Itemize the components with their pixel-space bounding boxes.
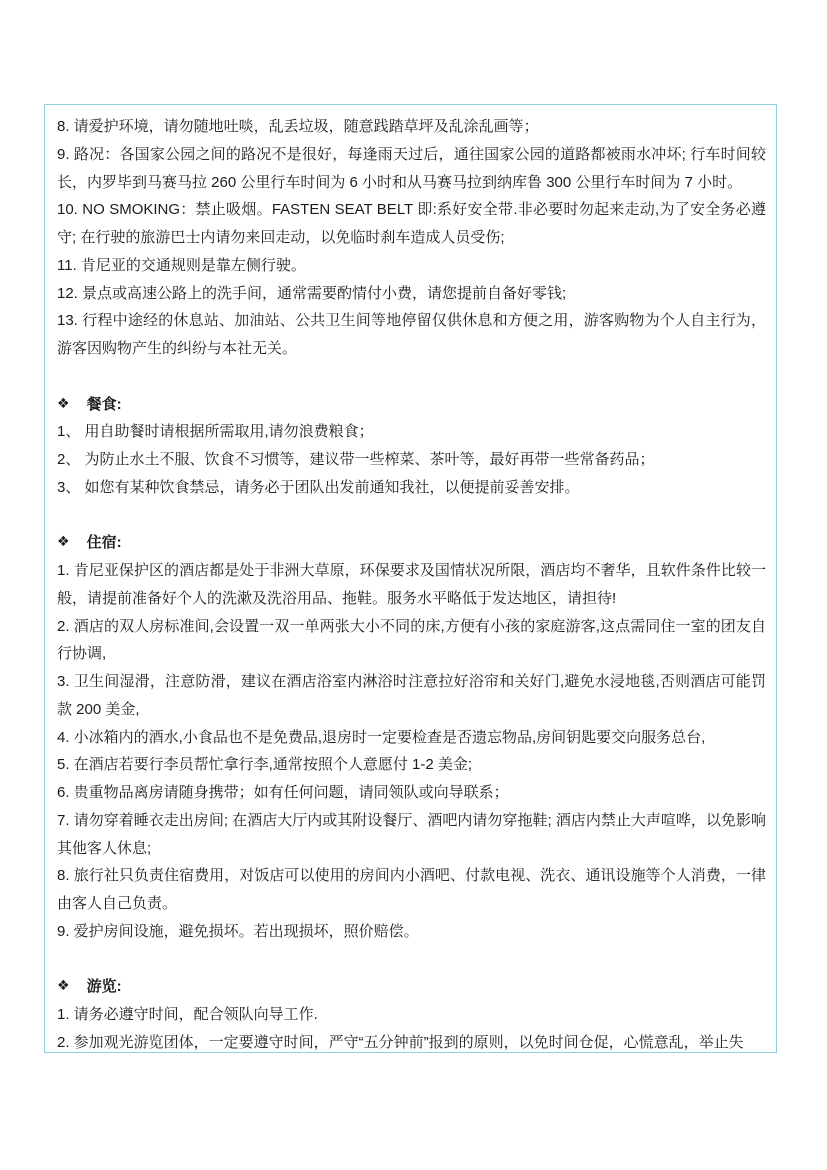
section-title: 住宿: bbox=[86, 534, 122, 552]
paragraph: 9. 路况：各国家公园之间的路况不是很好，每逢雨天过后，通往国家公园的道路都被雨水冲坏; 行车时间较长，内罗毕到马赛马拉 260 公里行车时间为 6 小时和从马赛马拉到纳库鲁 300 公里行车时间为 7 小时。 bbox=[57, 145, 766, 191]
paragraph: 10. NO SMOKING：禁止吸烟。FASTEN SEAT BELT 即:系好安全带.非必要时勿起来走动,为了安全务必遵守; 在行驶的旅游巴士内请勿来回走动，以免临时刹车造成人员受伤; bbox=[57, 201, 766, 246]
diamond-bullet-icon: ❖ bbox=[57, 394, 70, 411]
blank-line bbox=[57, 363, 766, 391]
paragraph: 12. 景点或高速公路上的洗手间，通常需要酌情付小费，请您提前自备好零钱; bbox=[57, 284, 567, 302]
blank-line bbox=[57, 502, 766, 530]
section-heading bbox=[57, 973, 766, 1001]
section-title: 餐食: bbox=[86, 395, 122, 413]
paragraph: 11. 肯尼亚的交通规则是靠左侧行驶。 bbox=[57, 256, 306, 274]
paragraph: 13. 行程中途经的休息站、加油站、公共卫生间等地停留仅供休息和方便之用，游客购物为个人自主行为，游客因购物产生的纠纷与本社无关。 bbox=[57, 312, 766, 357]
paragraph: 5. 在酒店若要行李员帮忙拿行李,通常按照个人意愿付 1-2 美金; bbox=[57, 756, 473, 774]
paragraph: 1. 肯尼亚保护区的酒店都是处于非洲大草原，环保要求及国情状况所限，酒店均不奢华，且软件条件比较一般，请提前准备好个人的洗漱及洗浴用品、拖鞋。服务水平略低于发达地区，请担待! bbox=[57, 562, 766, 607]
paragraph: 3、 如您有某种饮食禁忌，请务必于团队出发前通知我社，以便提前妥善安排。 bbox=[57, 478, 580, 496]
paragraph: 6. 贵重物品离房请随身携带；如有任何问题，请同领队或向导联系； bbox=[57, 784, 509, 801]
diamond-bullet-icon: ❖ bbox=[57, 977, 70, 994]
paragraph: 2. 酒店的双人房标准间,会设置一双一单两张大小不同的床,方便有小孩的家庭游客,这点需同住一室的团友自行协调, bbox=[57, 617, 766, 663]
notice-border-box bbox=[44, 104, 777, 1053]
paragraph: 9. 爱护房间设施，避免损坏。若出现损坏，照价赔偿。 bbox=[57, 922, 419, 940]
notice-content bbox=[45, 105, 776, 1053]
paragraph: 8. 旅行社只负责住宿费用，对饭店可以使用的房间内小酒吧、付款电视、洗衣、通讯设施等个人消费，一律由客人自己负责。 bbox=[57, 867, 766, 912]
blank-line bbox=[57, 946, 766, 974]
section-title: 游览: bbox=[86, 978, 122, 996]
paragraph: 2. 参加观光游览团体，一定要遵守时间，严守“五分钟前”报到的原则，以免时间仓促，心慌意乱，举止失 bbox=[57, 1033, 744, 1051]
section-heading bbox=[57, 529, 766, 557]
paragraph: 3. 卫生间湿滑，注意防滑，建议在酒店浴室内淋浴时注意拉好浴帘和关好门,避免水浸地毯,否则酒店可能罚款 200 美金, bbox=[57, 673, 766, 718]
paragraph: 7. 请勿穿着睡衣走出房间; 在酒店大厅内或其附设餐厅、酒吧内请勿穿拖鞋; 酒店内禁止大声喧哗，以免影响其他客人休息; bbox=[57, 811, 766, 857]
paragraph: 4. 小冰箱内的酒水,小食品也不是免费品,退房时一定要检查是否遗忘物品,房间钥匙要交向服务总台, bbox=[57, 728, 706, 746]
paragraph: 8. 请爱护环境，请勿随地吐啖，乱丢垃圾，随意践踏草坪及乱涂乱画等； bbox=[57, 118, 539, 135]
paragraph: 1. 请务必遵守时间，配合领队向导工作. bbox=[57, 1006, 318, 1023]
section-heading bbox=[57, 391, 766, 419]
diamond-bullet-icon: ❖ bbox=[57, 533, 70, 550]
paragraph: 1、 用自助餐时请根据所需取用,请勿浪费粮食； bbox=[57, 423, 374, 441]
paragraph: 2、 为防止水土不服、饮食不习惯等，建议带一些榨菜、茶叶等，最好再带一些常备药品； bbox=[57, 451, 655, 468]
